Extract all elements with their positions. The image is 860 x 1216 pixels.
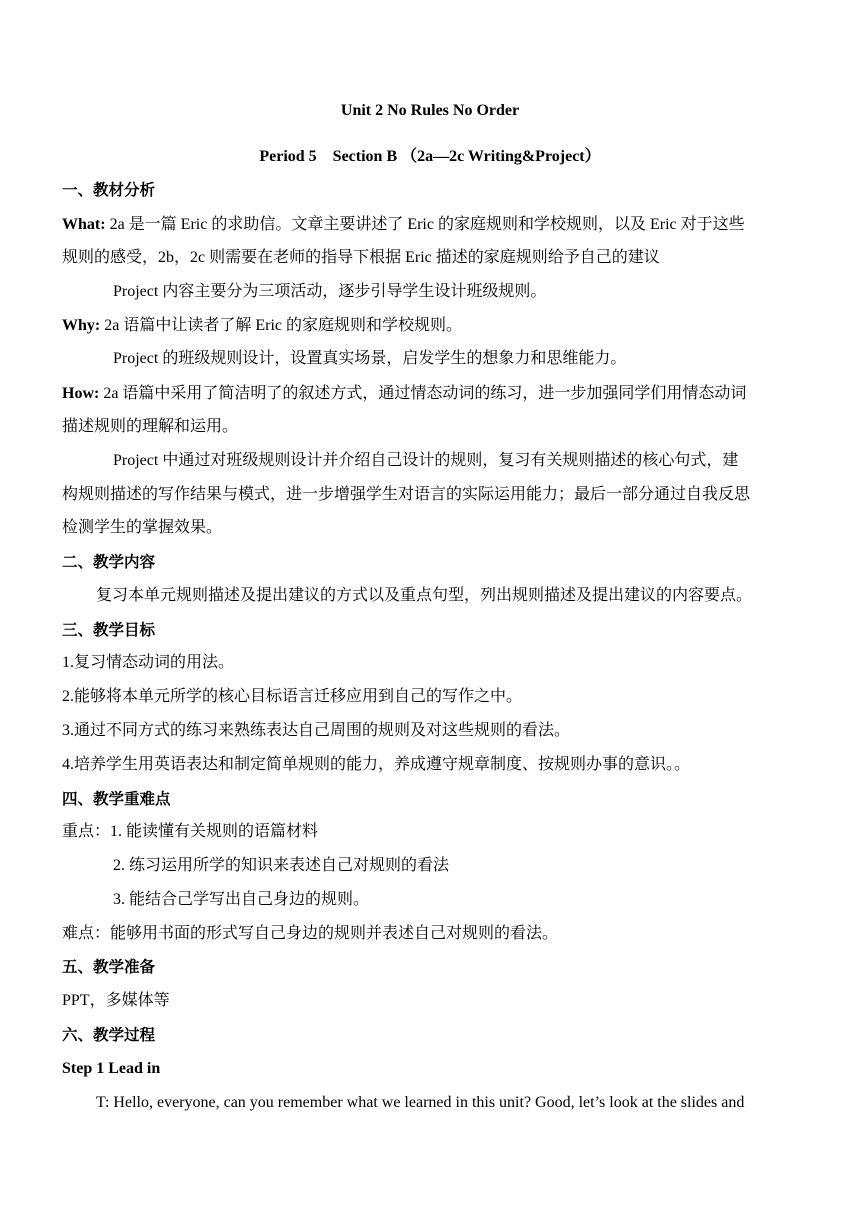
step1-text: T: Hello, everyone, can you remember what we learned in this unit? Good, let’s look at the slides and: [96, 1094, 745, 1111]
how-line-2: 描述规则的理解和运用。: [62, 418, 239, 435]
section-heading-process: 六、教学过程: [62, 1026, 156, 1044]
section-heading-content: 二、教学内容: [62, 553, 156, 571]
how-project-2: 构规则描述的写作结果与模式，进一步增强学生对语言的实际运用能力；最后一部分通过自我反思: [62, 486, 751, 503]
content-text: 复习本单元规则描述及提出建议的方式以及重点句型，列出规则描述及提出建议的内容要点。: [96, 587, 753, 604]
difficult-point: 难点：能够用书面的形式写自己身边的规则并表述自己对规则的看法。: [62, 925, 559, 942]
key-point-item: 1. 能读懂有关规则的语篇材料: [110, 823, 319, 840]
objective-item: 4.培养学生用英语表达和制定简单规则的能力，养成遵守规章制度、按规则办事的意识。。: [62, 756, 691, 773]
what-line-1: [62, 215, 802, 235]
why-label: Why:: [62, 317, 101, 334]
key-point-item: 2. 练习运用所学的知识来表述自己对规则的看法: [113, 857, 450, 874]
section-heading-preparation: 五、教学准备: [62, 958, 156, 976]
what-project: Project 内容主要分为三项活动，逐步引导学生设计班级规则。: [113, 283, 547, 300]
section-heading-objectives: 三、教学目标: [62, 621, 156, 639]
objective-item: 3.通过不同方式的练习来熟练表达自己周围的规则及对这些规则的看法。: [62, 722, 571, 739]
what-text-1: 2a 是一篇 Eric 的求助信。文章主要讲述了 Eric 的家庭规则和学校规则，以及 Eric 对于这些: [105, 216, 745, 233]
objective-item: 1.复习情态动词的用法。: [62, 654, 235, 671]
how-text-1: 2a 语篇中采用了简洁明了的叙述方式，通过情态动词的练习，进一步加强同学们用情态动词: [99, 385, 747, 402]
key-point-label: 重点：: [62, 823, 111, 840]
why-project: Project 的班级规则设计，设置真实场景，启发学生的想象力和思维能力。: [113, 350, 627, 367]
key-point-item: 3. 能结合己学写出自己身边的规则。: [113, 891, 370, 908]
step1-title: Step 1 Lead in: [62, 1060, 161, 1077]
how-project-1: Project 中通过对班级规则设计并介绍自己设计的规则，复习有关规则描述的核心句式，建: [113, 452, 739, 469]
key-point-line-1: [62, 822, 802, 842]
what-line-2: 规则的感受，2b，2c 则需要在老师的指导下根据 Eric 描述的家庭规则给予自己的建议: [62, 249, 660, 266]
why-line-1: [62, 316, 802, 336]
document-title: Unit 2 No Rules No Order: [340, 102, 520, 119]
document-subtitle: Period 5 Section B （2a—2c Writing&Project）: [259, 148, 601, 165]
objective-item: 2.能够将本单元所学的核心目标语言迁移应用到自己的写作之中。: [62, 688, 523, 705]
preparation-text: PPT，多媒体等: [62, 992, 170, 1009]
why-text-1: 2a 语篇中让读者了解 Eric 的家庭规则和学校规则。: [100, 317, 462, 334]
how-label: How:: [62, 385, 100, 402]
how-project-3: 检测学生的掌握效果。: [62, 519, 223, 536]
how-line-1: [62, 384, 802, 404]
section-heading-analysis: 一、教材分析: [62, 181, 156, 199]
what-label: What:: [62, 216, 106, 233]
section-heading-key-points: 四、教学重难点: [62, 790, 171, 808]
